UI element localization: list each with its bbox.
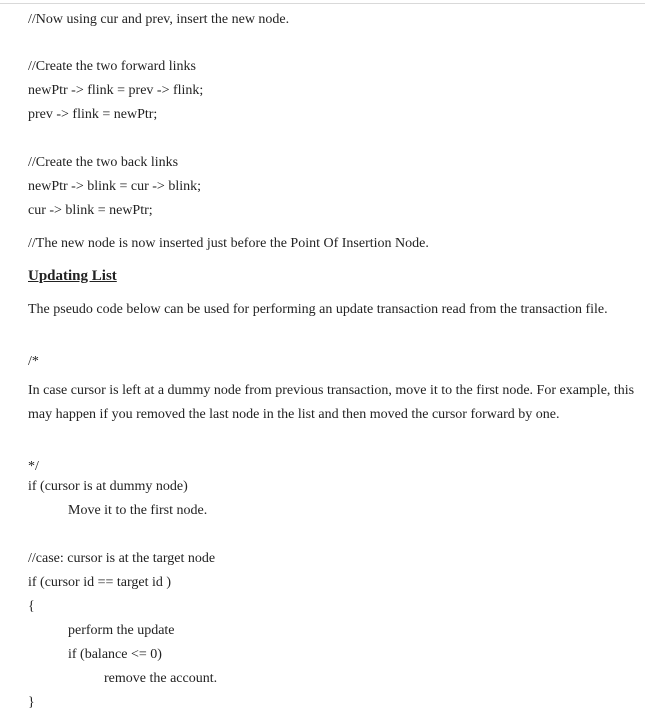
code-comment-forward-links: //Create the two forward links	[28, 59, 196, 74]
pseudo-brace-open: {	[28, 599, 35, 614]
pseudo-line: if (balance <= 0)	[68, 647, 162, 662]
code-line: newPtr -> blink = cur -> blink;	[28, 179, 201, 194]
pseudo-brace-close: }	[28, 695, 35, 710]
code-line: cur -> blink = newPtr;	[28, 203, 153, 218]
comment-open: /*	[28, 354, 39, 369]
comment-text: In case cursor is left at a dummy node from previous transaction, move it to the first node. For example, this may happen if you removed the last node in the list and then moved the cursor forward by one.	[28, 383, 635, 422]
pseudo-line: if (cursor id == target id )	[28, 575, 172, 590]
section-intro: The pseudo code below can be used for performing an update transaction read from the transaction file.	[28, 302, 608, 317]
pseudo-line: perform the update	[68, 623, 175, 638]
comment-close: */	[28, 459, 39, 474]
code-line: prev -> flink = newPtr;	[28, 107, 158, 122]
code-comment-inserted: //The new node is now inserted just before the Point Of Insertion Node.	[28, 236, 429, 251]
code-comment-insert: //Now using cur and prev, insert the new node.	[28, 12, 290, 27]
pseudo-line: remove the account.	[104, 671, 218, 686]
section-heading: Updating List	[28, 268, 117, 284]
pseudo-line: Move it to the first node.	[68, 503, 208, 518]
code-line: newPtr -> flink = prev -> flink;	[28, 83, 204, 98]
top-divider	[0, 3, 645, 4]
code-comment-back-links: //Create the two back links	[28, 155, 179, 170]
pseudo-comment: //case: cursor is at the target node	[28, 551, 216, 566]
pseudo-line: if (cursor is at dummy node)	[28, 479, 188, 494]
